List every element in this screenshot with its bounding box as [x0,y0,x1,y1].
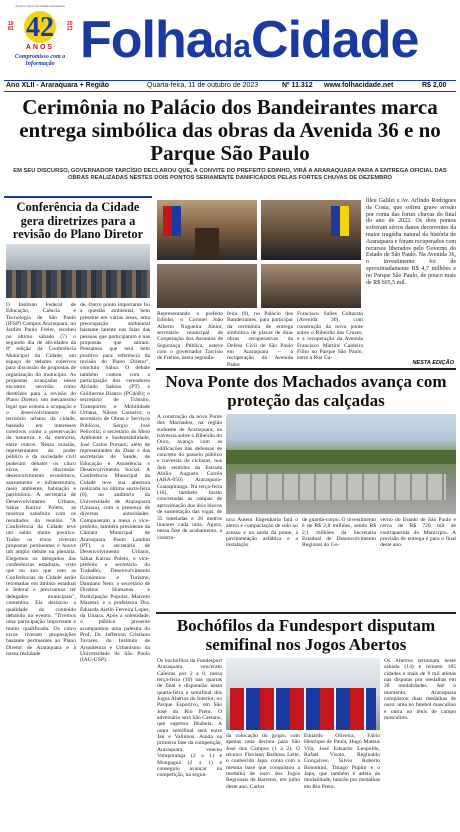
bochofilos-rule [156,612,456,614]
ponte-col3: de guarda-corpo. O investimento é de R$ 2,8 milhões, sendo R$ 2,1 milhões da Secretaria Estadual de Desenvolvimento Regional do Go- [302,517,376,549]
conference-headline: Conferência da Cidade gera diretrizes para a revisão do Plano Diretor [12,200,144,241]
main-col2: feira (9), no Palácio dos Bandeirantes, para participar da cerimônia de entrega simbólica de placas de duas obras recuperativas da Defesa Civil de São Paulo em Araraquara – a recuperação da Avenida Padre [227,311,293,368]
ponte-col4: verno do Estado de São Paulo e cerca de R$ 720 mil de contrapartida do Município. A previsão de entrega é para o final deste ano. [380,517,456,549]
edition-label: Ano XLII - Araraquara + Região [6,82,110,89]
info-bar [4,80,456,92]
conference-col1: O Instituto Federal de Educação, Ciência e Tecnologia de São Paulo (IFSP) Campus Araraquara, no Jardim Paulo Freire, recebeu no último sábado (7) o segundo dia de atividades da 8ª edição da Conferência Municipal da Cidade, um espaço de debates coletivos para discussão de propostas de organização do município. As propostas avançadas nesse encontro servirão como diretrizes para a revisão do Plano Diretor, um mecanismo legal que orienta a ocupação e o desenvolvimento do território urbano da cidade, baseado em interesses coletivos como a preservação da natureza e da memória, entre outros. Nessa ocasião, representantes do poder público e da sociedade civil puderam debater os cinco eixos de discussão: desenvolvimento econômico, saneamento e infraestrutura, meio ambiente, habitação e patrimônio. A secretária de Desenvolvimento Urbano, Sálua Kairuz Poleto, se mostrou satisfeita com os resultados da reunião. "A Conferência da Cidade teve um saldo muito positivo. Todos os eixos tiveram propostas pertinentes e houve um amplo debate na plenária. Elegemos os delegados das conferências estaduais, visto que no ano que vem as Conferências da Cidade serão retomadas em âmbito estadual e federal e precisamos ter delegados municipais", comentou. Ela destacou a qualidade do conteúdo debatido no evento. "Tivemos uma participação importante e muito qualificada. Os cinco eixos tiveram proposições bastante pertinentes ao Plano Diretor de Araraquara e à nossa realidade [6,302,76,657]
ponte-rule [156,368,456,370]
main-subhead: EM SEU DISCURSO, GOVERNADOR TARCÍSIO DECLAROU QUE, A CONVITE DO PREFEITO EDINHO, VIRÁ A ARARAQUARA PARA A ENTREGA OFICIAL DAS OBRAS REALIZADAS NESTES DOIS PONTOS SERIAMENTE DANIFICADOS PELAS FORTES CHUVAS DE DEZEMBRO [13,168,447,181]
main-col3: Francisco Salles Colturato (Avenida 36), com construção da nova ponte sobre o Ribeirão das Cruzes, e a recuperação da Avenida Francisco Martins Caldeira Filho no Parque São Paulo, entre a Rua Ga- [297,311,363,362]
badge-top-text: Arquivo Jornal da Cidade Araraquara [15,4,65,8]
masthead-title [80,10,460,72]
title-da: da [213,28,252,64]
issue-number: Nº 11.312 [282,82,313,89]
ponte-headline: Nova Ponte dos Machados avança com proteção das calçadas [165,372,447,410]
price-label: R$ 2,00 [422,82,447,89]
main-right-col: lileu Galilei e Av. Arlindo Rodrigues da Costa, que sofreu grave erosão por conta das fortes chuvas do final do ano de 2022. Os dois pontos sofreram sérios danos decorrentes da maior tragédia natural da história de Araraquara e foram recuperados com recursos liberados pelo Governo do Estado de São Paulo. Na Avenida 36, o investimento foi de aproximadamente R$ 4,7 milhões e no Parque São Paulo, de pouco mais de R$ 605,5 mil. [366,198,456,286]
ceremony-photo-3 [157,264,257,308]
website-link[interactable]: www.folhacidade.net [324,82,394,89]
bocho-col3: Eduardo Oliveira, Fábio Henrique de Paula, Hugo Mateus Vila, José Eduardo Leopoldo, Rafael Visoto, Reginaldo Gonçalves, Silvio Roberto Bonomini, Thiago Pupim e o Japa, que também é atleta da modalidade, lutarão por medalhas em Rio Preto. [304,733,380,790]
continues-label: NESTA EDIÇÃO [412,360,454,366]
conference-audience [6,270,150,298]
badge-number: 42 [26,12,54,43]
trees-band [226,450,456,464]
ponte-col1: A construção da nova Ponte dos Machados, na região sudoeste de Araraquara, na travessia sobre o Ribeirão do Ouro, avança com as edificações das defensas de concreto do passeio público e travessia de ciclistas, nos dois sentidos da Estrada Abílio Augusto Corrêa (ARA-050) Araraquara-Guarapiranga. Na terça-feira (10), também foram concretadas as rampas de aproximação dos dois blocos de sustentação das vigas, de 35 toneladas e 26 metros lineares cada uma. Agora, nessa fase de acabamento, a constru- [157,414,222,541]
flag-icon [163,206,181,236]
ceremony-photo-1 [157,200,257,260]
date-label: Quarta-feira, 11 de outubro de 2023 [147,82,259,89]
badge-tagline: Compromisso com a Informação [14,54,66,67]
main-col1: Representando o prefeito Edinho, o Coronel João Alberto Nogueira Júnior, secretário municipal de Cooperação dos Assuntos de Segurança Pública, esteve com o governador Tarcísio de Freitas, nesta segunda- [157,311,223,362]
ceremony-photo-4 [261,264,361,308]
anniversary-badge [4,4,76,76]
badge-year-left: 1981 [8,21,14,32]
podium-icon [195,228,219,260]
bridge-photo [226,414,456,514]
badge-anos: ANOS [25,44,55,51]
team-shirts [230,688,376,730]
main-headline: Cerimônia no Palácio dos Bandeirantes marca entrega simbólica das obras da Avenida 36 e no Parque São Paulo [19,95,441,165]
bochofilos-headline: Bochófilos da Fundesport disputam semifinal nos Jogos Abertos [176,616,436,654]
bocho-col1: Os bochófilos da Fundesport Araraquara venceram Caieiras por 2 a 0, nessa terça-feira (10) nas quartas de final e disputarão nesta quarta-feira a semifinal dos Jogos Abertos do Interior, no Parque Esportivo, em São José do Rio Preto. O adversário será São Caetano, que superou Ilhabela. A outra semifinal será entre Jaú e Valinhos. Ainda na primeira fase da competição, Araraquara venceu Votuporanga (2 a 1) e Mongaguá (2 a 1) e conseguiu avançar na competição, na segun- [157,658,222,779]
bridge-deck [236,474,446,500]
team-photo [226,658,380,730]
flag-icon-2 [331,206,349,236]
title-cidade: Cidade [251,11,419,69]
ceremony-photo-2 [261,200,361,260]
conference-col2: de. Outro ponto importante foi a questão ambiental, bem presente em várias áreas, uma preocupação ambiental bastante latente nas falas das pessoas que participaram e nas propostas que saíram. Pensamos que será bem positivo para referência da revisão do Plano Diretor", concluiu Sálua. O debate também contou com a participação dos vereadores Alcindo Sabino (PT) e Guilherme Bianco (PCdoB); o secretário de Trânsito, Transportes e Mobilidade Urbana, Nilson Carneiro; o secretário de Obras e Serviços Públicos, Sergio José Pelicolla; o secretário do Meio Ambiente e Sustentabilidade, José Carlos Porsani; além de representantes do Daae e das secretarias de Saúde, de Educação e Assistência e Desenvolvimento Social. A Conferência Municipal da Cidade teve sua abertura realizada na última sexta-feira (6), no auditório da Universidade de Araraquara (Uniara), com a presença de diversas autoridades. Compuseram a mesa o vice-prefeito, também presidente da Câmara Municipal de Araraquara, Paulo Landim (PT), a secretária de Desenvolvimento Urbano, Sálua Kairuz Poleto, o vice-prefeito e secretário do Trabalho, Desenvolvimento Econômico e Turismo, Damiano Neto; o secretário de Direitos Humanos e Participação Popular, Marcelo Mazetai; e a professora Dra. Eduarda Aiello Ferreira Lopes, da Uniara. Após a solenidade, o público presente acompanhou uma palestra do Prof. Dr. Jefferson Cristiano Tavares, do Instituto de Arquitetura e Urbanismo da Universidade de São Paulo (IAU-USP). [80,302,150,664]
bocho-col4: Os Abertos terminam neste sábado (14) e reúnem 185 cidades e mais de 8 mil atletas nas disputas por medalhas em 28 modalidades. Até o momento, Araraquara conquistou duas medalhas de ouro: uma no futebol masculino e outra no tênis de campo masculino. [384,658,456,722]
badge-year-right: 2023 [67,21,73,32]
ponte-col2: tora Autem Engenharia fará o aterro e compactação de solo no acesso e na saída da ponte, a pavimentação asfáltica e a instalação [226,517,298,549]
title-folha: Folha [80,11,214,69]
bocho-col2: da colocação do grupo, com apenas uma derrota para São José dos Campos (1 a 2). O técnico Flaviano Barbosa Leite, o conhecido Japa, conta com a mesma base que conquistou a medalha de ouro dos Jogos Regionais de Barretos, em julho deste ano. Carlos [226,733,300,790]
conference-photo [6,244,150,298]
conference-box [4,196,152,832]
